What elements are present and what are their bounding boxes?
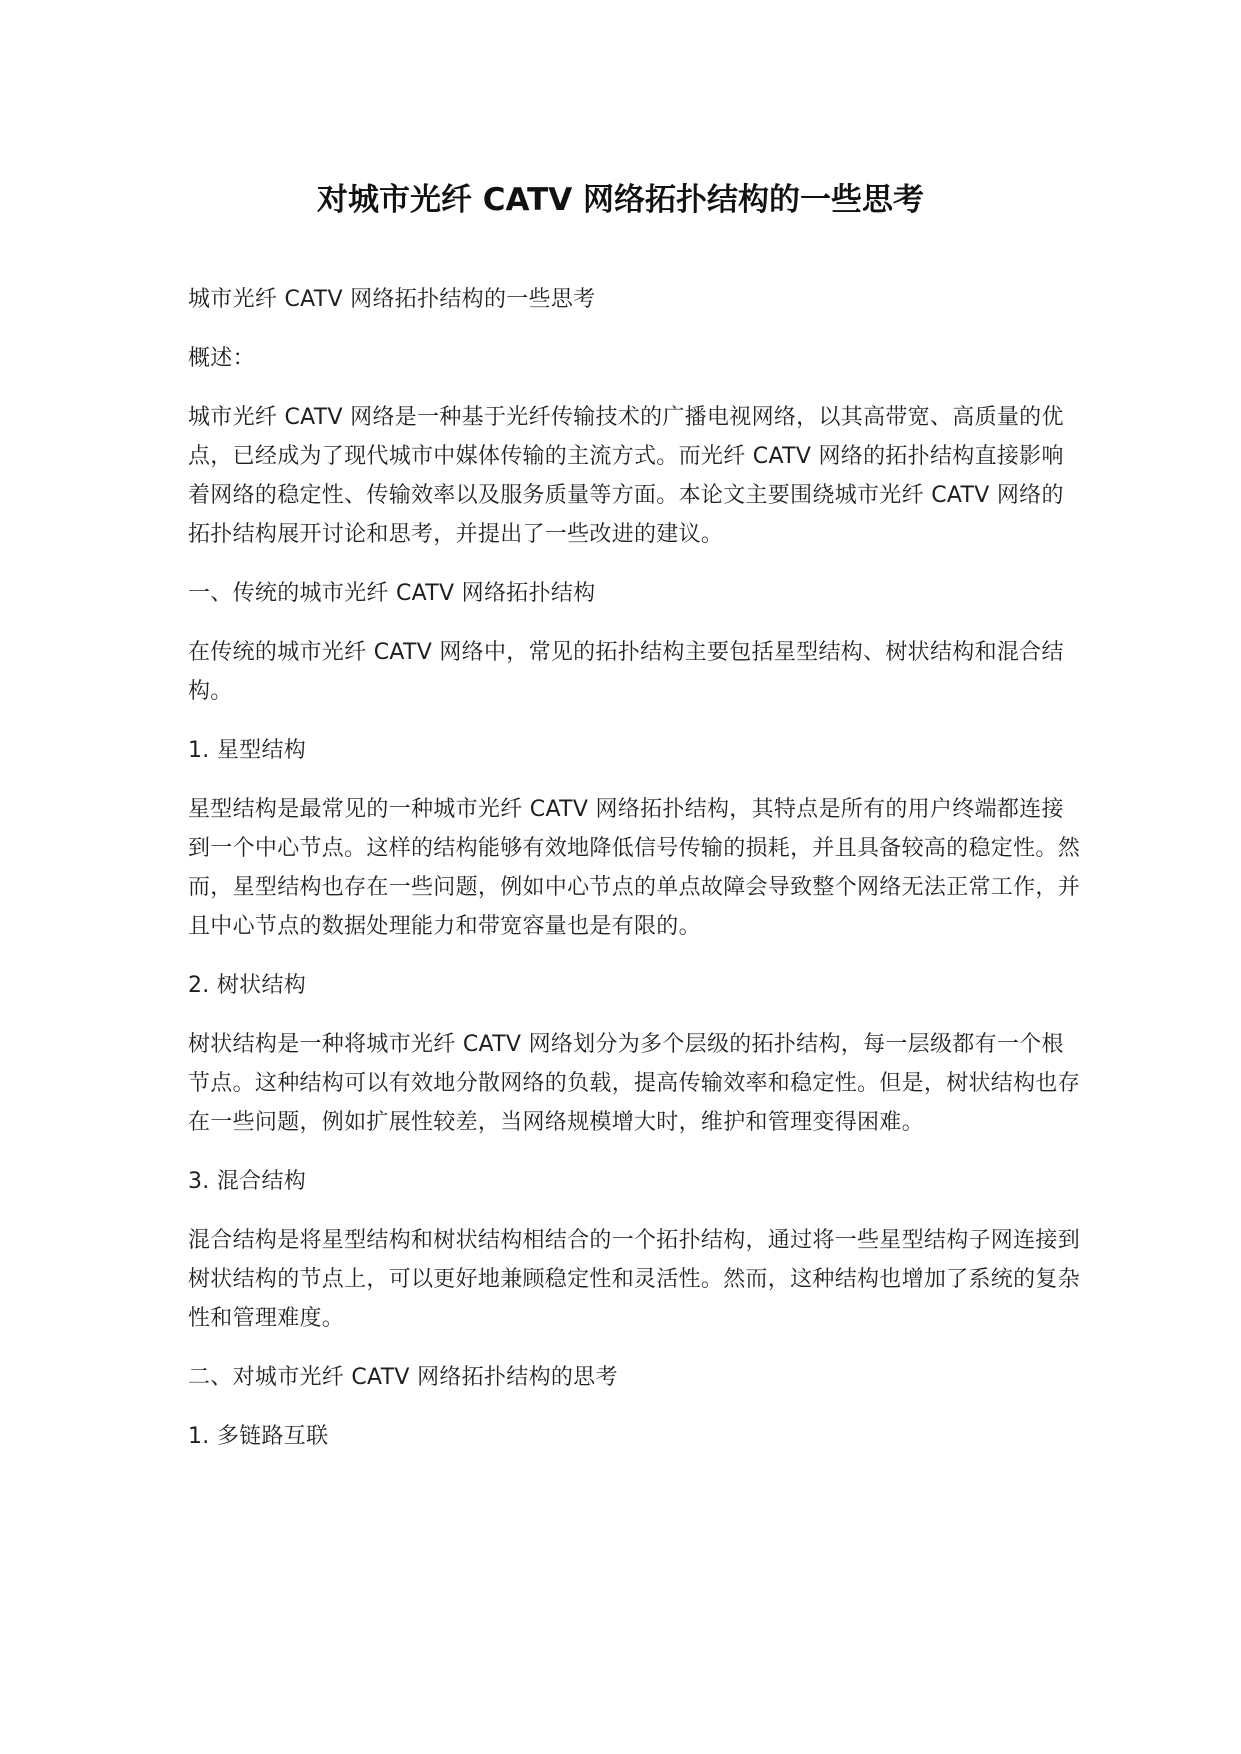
section-1-heading: 一、传统的城市光纤 CATV 网络拓扑结构 (188, 581, 596, 606)
star-structure-paragraph: 星型结构是最常见的一种城市光纤 CATV 网络拓扑结构，其特点是所有的用户终端都连接到一个中心节点。这样的结构能够有效地降低信号传输的损耗，并且具备较高的稳定性。然而，星型结构也存在一些问题，例如中心节点的单点故障会导致整个网络无法正常工作，并且中心节点的数据处理能力和带宽容量也是有限的。 (188, 797, 1081, 939)
document-title: 对城市光纤 CATV 网络拓扑结构的一些思考 (316, 182, 925, 218)
star-structure-heading: 1. 星型结构 (188, 738, 307, 763)
document-body (188, 280, 1083, 1476)
section-2-heading: 二、对城市光纤 CATV 网络拓扑结构的思考 (188, 1365, 618, 1390)
subtitle-paragraph: 城市光纤 CATV 网络拓扑结构的一些思考 (188, 287, 596, 312)
tree-structure-paragraph: 树状结构是一种将城市光纤 CATV 网络划分为多个层级的拓扑结构，每一层级都有一个根节点。这种结构可以有效地分散网络的负载，提高传输效率和稳定性。但是，树状结构也存在一些问题，例如扩展性较差，当网络规模增大时，维护和管理变得困难。 (188, 1032, 1081, 1135)
hybrid-structure-heading: 3. 混合结构 (188, 1169, 307, 1194)
multi-link-heading: 1. 多链路互联 (188, 1424, 329, 1449)
section-1-intro-paragraph: 在传统的城市光纤 CATV 网络中，常见的拓扑结构主要包括星型结构、树状结构和混合结构。 (188, 640, 1064, 704)
overview-heading: 概述： (188, 346, 255, 371)
hybrid-structure-paragraph: 混合结构是将星型结构和树状结构相结合的一个拓扑结构，通过将一些星型结构子网连接到树状结构的节点上，可以更好地兼顾稳定性和灵活性。然而，这种结构也增加了系统的复杂性和管理难度。 (188, 1228, 1081, 1331)
tree-structure-heading: 2. 树状结构 (188, 973, 307, 998)
overview-paragraph: 城市光纤 CATV 网络是一种基于光纤传输技术的广播电视网络，以其高带宽、高质量的优点，已经成为了现代城市中媒体传输的主流方式。而光纤 CATV 网络的拓扑结构直接影响着网络的稳定性、传输效率以及服务质量等方面。本论文主要围绕城市光纤 CATV 网络的拓扑结构展开讨论和思考，并提出了一些改进的建议。 (188, 405, 1064, 547)
